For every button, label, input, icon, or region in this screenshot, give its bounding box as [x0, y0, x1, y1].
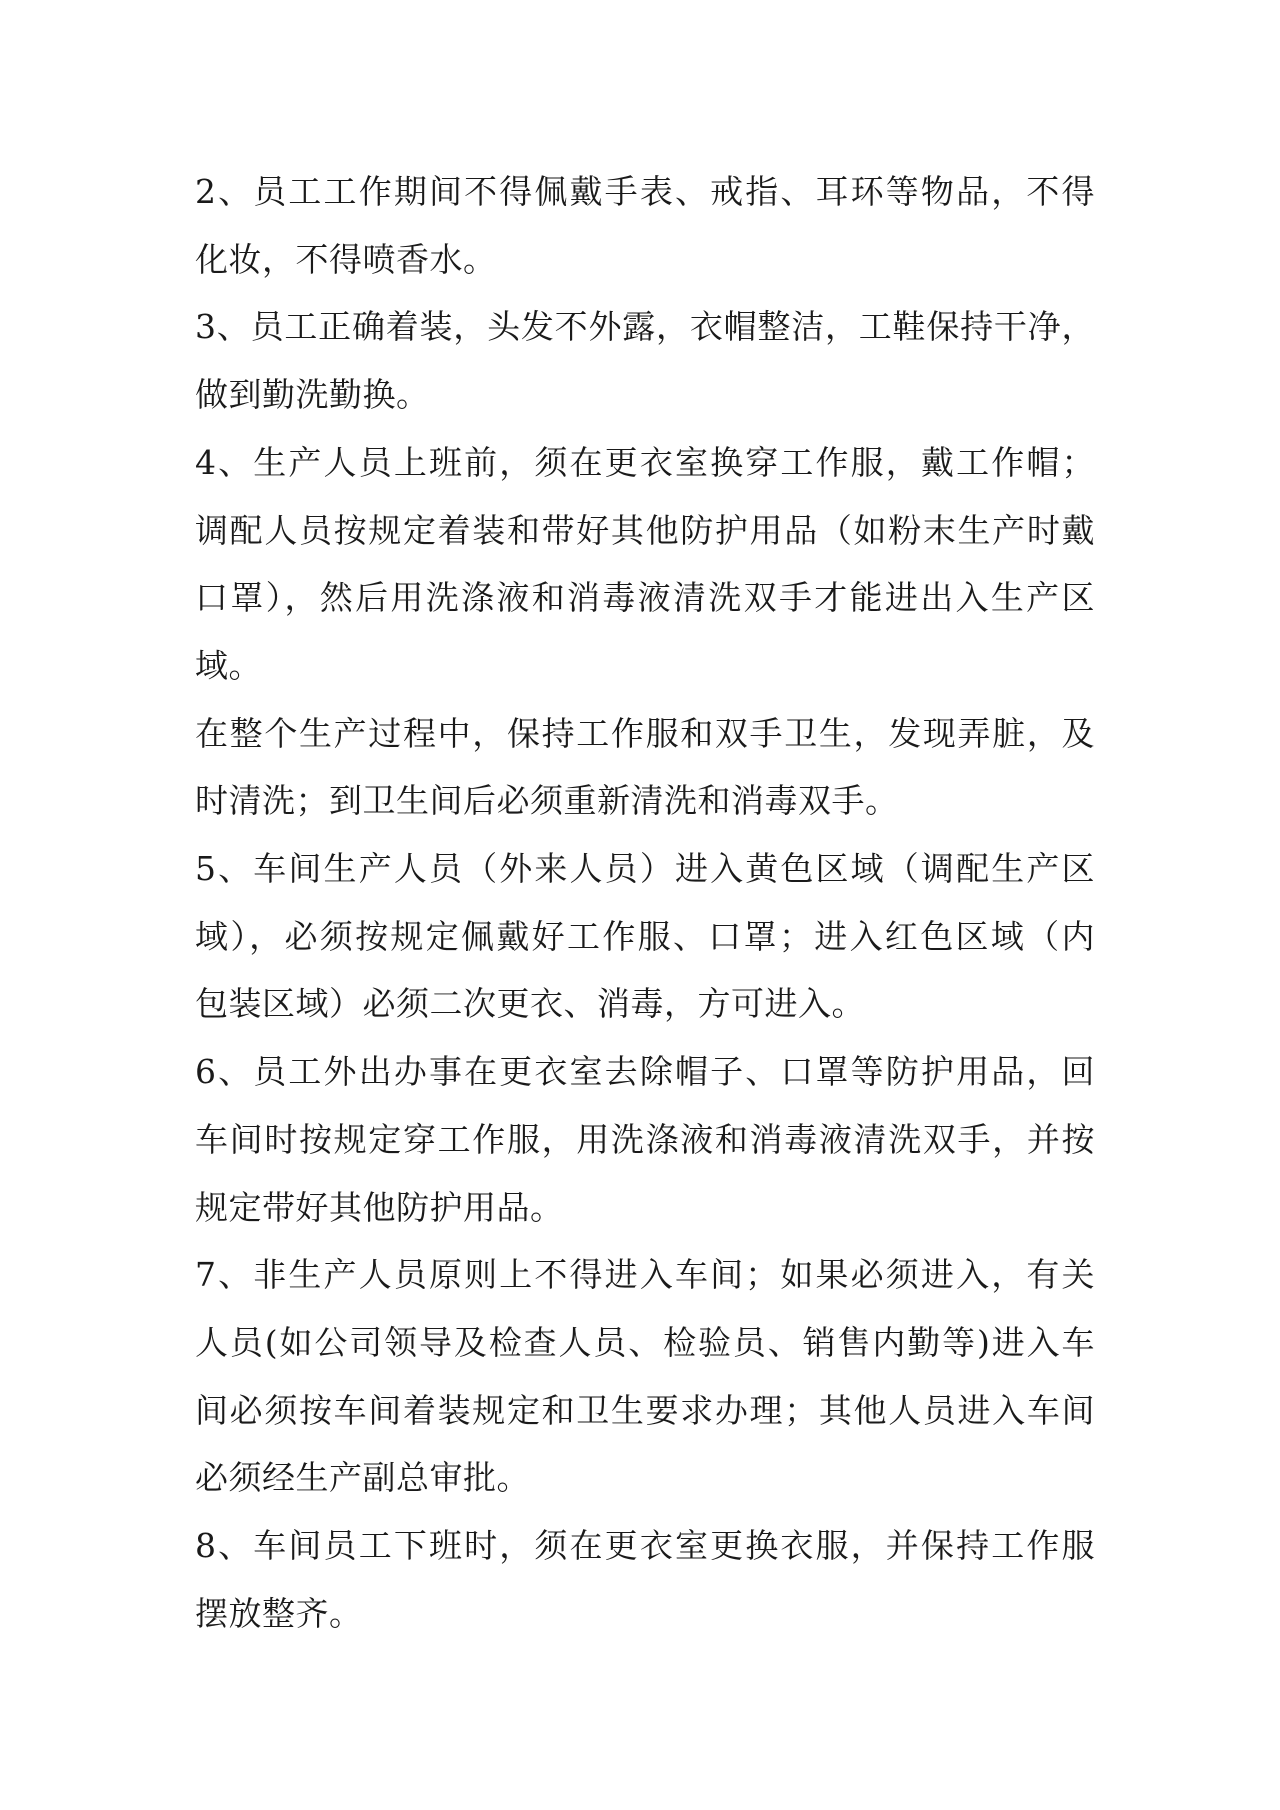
- rule-paragraph-3: [195, 293, 1095, 428]
- paragraph-line: 5、车间生产人员（外来人员）进入黄色区域（调配生产区: [195, 849, 1095, 889]
- paragraph-line: 摆放整齐。: [195, 1593, 363, 1633]
- paragraph-line: 4、生产人员上班前，须在更衣室换穿工作服，戴工作帽；: [195, 442, 1095, 482]
- paragraph-line: 在整个生产过程中，保持工作服和双手卫生，发现弄脏，及: [195, 713, 1095, 753]
- paragraph-line: 调配人员按规定着装和带好其他防护用品（如粉末生产时戴: [195, 510, 1095, 550]
- paragraph-line: 3、员工正确着装，头发不外露，衣帽整洁，工鞋保持干净，: [195, 307, 1095, 347]
- paragraph-line: 做到勤洗勤换。: [195, 375, 430, 415]
- paragraph-line: 6、员工外出办事在更衣室去除帽子、口罩等防护用品，回: [195, 1052, 1095, 1092]
- paragraph-line: 7、非生产人员原则上不得进入车间；如果必须进入，有关: [195, 1255, 1095, 1295]
- rule-paragraph-8: [195, 1512, 1095, 1647]
- paragraph-line: 域），必须按规定佩戴好工作服、口罩；进入红色区域（内: [195, 916, 1095, 956]
- paragraph-line: 间必须按车间着装规定和卫生要求办理；其他人员进入车间: [195, 1390, 1095, 1430]
- paragraph-line: 必须经生产副总审批。: [195, 1458, 530, 1498]
- paragraph-line: 规定带好其他防护用品。: [195, 1187, 564, 1227]
- paragraph-line: 2、员工工作期间不得佩戴手表、戒指、耳环等物品，不得: [195, 172, 1095, 211]
- rule-paragraph-5: [195, 835, 1095, 1038]
- rule-paragraph-7: [195, 1241, 1095, 1512]
- rule-paragraph-4: [195, 429, 1095, 700]
- paragraph-line: 化妆，不得喷香水。: [195, 239, 497, 279]
- rule-paragraph-hygiene: [195, 700, 1095, 835]
- paragraph-line: 人员(如公司领导及检查人员、检验员、销售内勤等)进入车: [195, 1322, 1095, 1362]
- paragraph-line: 域。: [195, 645, 262, 685]
- paragraph-line: 口罩），然后用洗涤液和消毒液清洗双手才能进出入生产区: [195, 578, 1095, 618]
- document-body: [195, 158, 1095, 1647]
- paragraph-line: 8、车间员工下班时，须在更衣室更换衣服，并保持工作服: [195, 1526, 1095, 1566]
- rule-paragraph-2: [195, 158, 1095, 293]
- paragraph-line: 包装区域）必须二次更衣、消毒，方可进入。: [195, 984, 865, 1024]
- rule-paragraph-6: [195, 1038, 1095, 1241]
- paragraph-line: 时清洗；到卫生间后必须重新清洗和消毒双手。: [195, 781, 899, 821]
- paragraph-line: 车间时按规定穿工作服，用洗涤液和消毒液清洗双手，并按: [195, 1119, 1095, 1159]
